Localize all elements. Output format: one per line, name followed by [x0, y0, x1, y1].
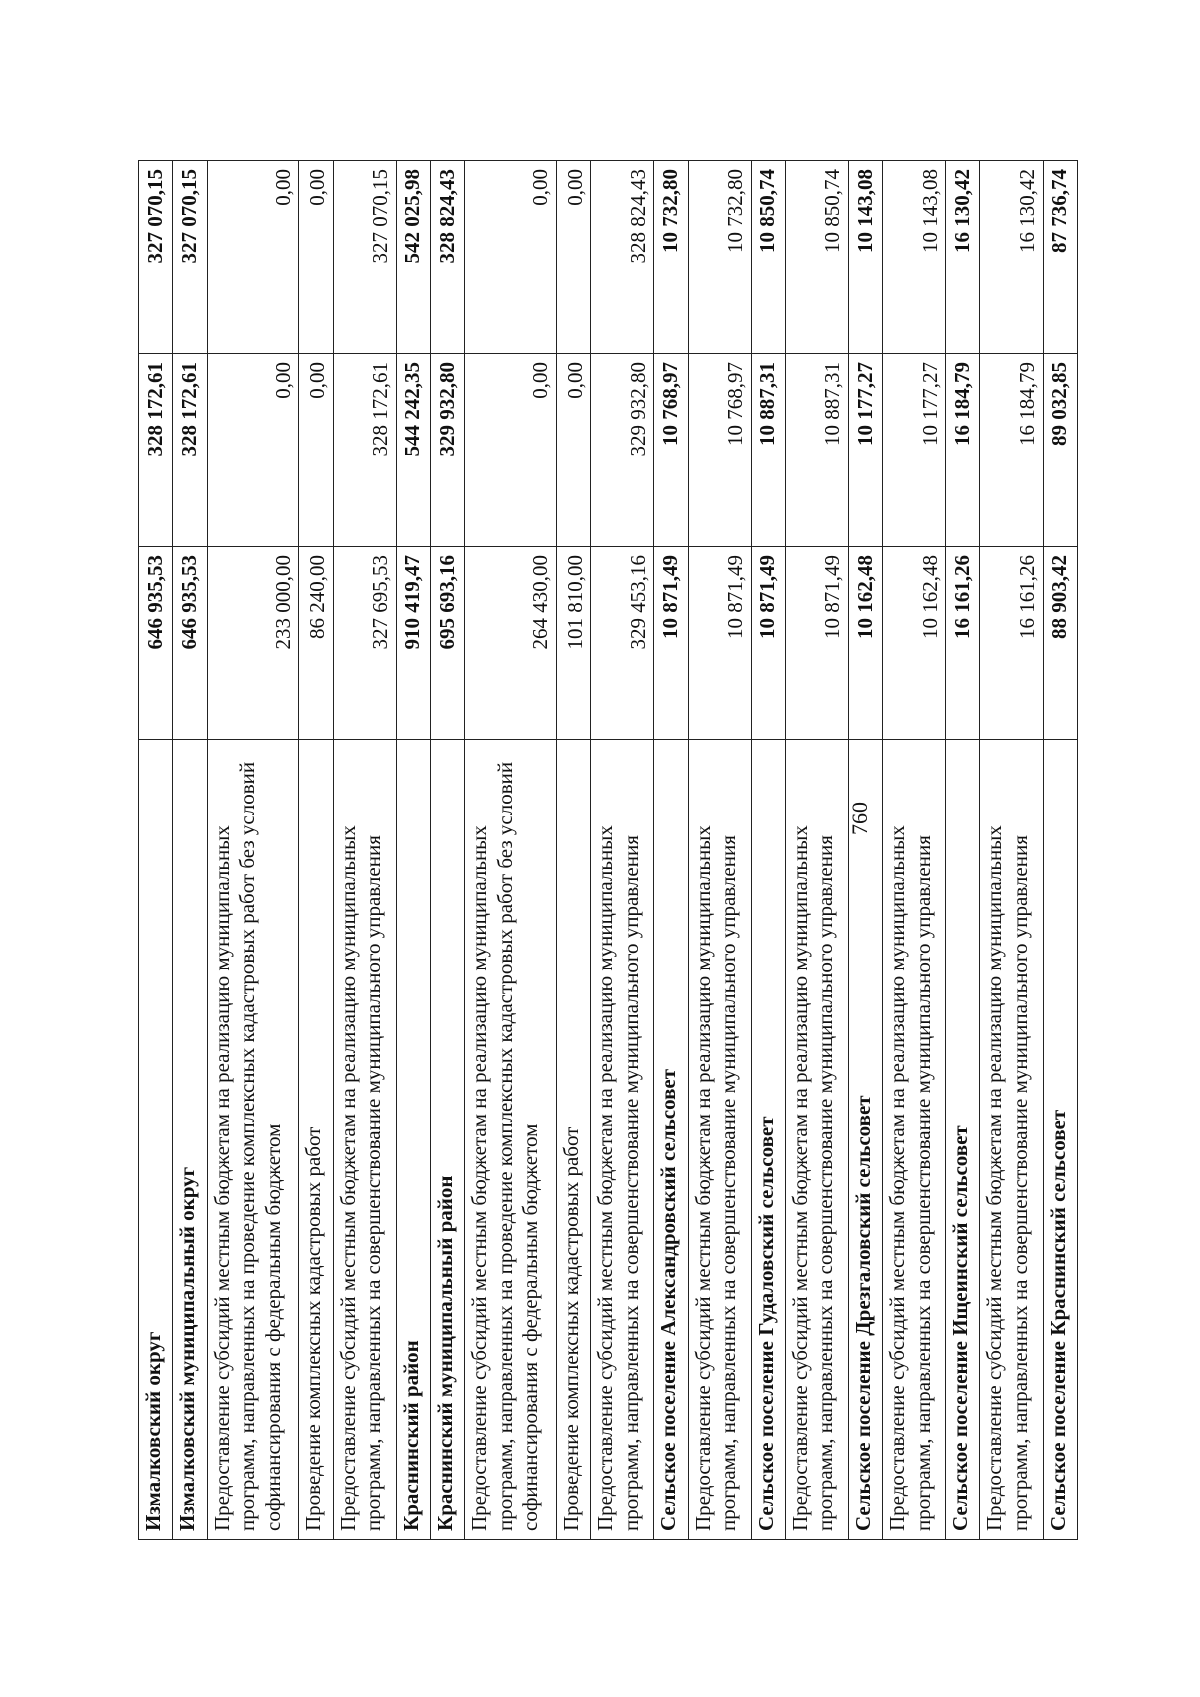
row-value-3-cell: 10 850,74 [751, 161, 785, 354]
row-value-2-cell: 10 887,31 [785, 354, 848, 547]
row-value-3-cell: 10 732,80 [688, 161, 751, 354]
row-value-2-cell: 329 932,80 [591, 354, 654, 547]
row-value-2-cell: 328 172,61 [173, 354, 207, 547]
table-row-total [430, 161, 464, 1540]
row-value-1-cell: 10 162,48 [883, 547, 946, 740]
row-value-3-cell: 327 070,15 [139, 161, 173, 354]
table-row [556, 161, 590, 1540]
row-value-2-cell: 10 177,27 [883, 354, 946, 547]
row-value-1-cell: 10 871,49 [688, 547, 751, 740]
table-row [333, 161, 396, 1540]
row-value-3-cell: 327 070,15 [333, 161, 396, 354]
row-name-cell: Предоставление субсидий местным бюджетам на реализацию муниципальных программ, направленных на совершенствование муниципального управления [883, 740, 946, 1540]
table-row [299, 161, 333, 1540]
row-value-1-cell: 16 161,26 [980, 547, 1043, 740]
row-name-cell: Предоставление субсидий местным бюджетам на реализацию муниципальных программ, направленных на проведение комплексных кадастровых работ без условий софинансирования с федеральным бюджетом [465, 740, 557, 1540]
row-value-2-cell: 10 887,31 [751, 354, 785, 547]
row-value-3-cell: 0,00 [465, 161, 557, 354]
row-value-1-cell: 329 453,16 [591, 547, 654, 740]
row-name-cell: Сельское поселение Дрезгаловский сельсовет [848, 740, 882, 1540]
row-value-3-cell: 0,00 [299, 161, 333, 354]
row-name-cell: Предоставление субсидий местным бюджетам на реализацию муниципальных программ, направленных на совершенствование муниципального управления [980, 740, 1043, 1540]
table-row [785, 161, 848, 1540]
table-row-total [139, 161, 173, 1540]
row-value-3-cell: 10 143,08 [848, 161, 882, 354]
row-value-2-cell: 0,00 [465, 354, 557, 547]
table-row-total [173, 161, 207, 1540]
row-value-2-cell: 0,00 [299, 354, 333, 547]
table-row [883, 161, 946, 1540]
row-value-2-cell: 0,00 [207, 354, 299, 547]
row-name-cell: Предоставление субсидий местным бюджетам на реализацию муниципальных программ, направленных на совершенствование муниципального управления [333, 740, 396, 1540]
row-value-3-cell: 16 130,42 [946, 161, 980, 354]
row-value-1-cell: 10 871,49 [654, 547, 688, 740]
row-value-1-cell: 264 430,00 [465, 547, 557, 740]
table-row [207, 161, 299, 1540]
row-value-3-cell: 328 824,43 [591, 161, 654, 354]
table-row-total [848, 161, 882, 1540]
row-value-1-cell: 10 162,48 [848, 547, 882, 740]
table-row-total [654, 161, 688, 1540]
row-value-1-cell: 16 161,26 [946, 547, 980, 740]
budget-table-body [139, 161, 1078, 1540]
row-value-1-cell: 646 935,53 [139, 547, 173, 740]
row-name-cell: Предоставление субсидий местным бюджетам на реализацию муниципальных программ, направленных на совершенствование муниципального управления [785, 740, 848, 1540]
row-name-cell: Предоставление субсидий местным бюджетам на реализацию муниципальных программ, направленных на проведение комплексных кадастровых работ без условий софинансирования с федеральным бюджетом [207, 740, 299, 1540]
row-value-1-cell: 910 419,47 [396, 547, 430, 740]
budget-table [138, 160, 1078, 1540]
row-value-2-cell: 328 172,61 [139, 354, 173, 547]
row-value-3-cell: 327 070,15 [173, 161, 207, 354]
row-name-cell: Сельское поселение Александровский сельсовет [654, 740, 688, 1540]
row-value-1-cell: 646 935,53 [173, 547, 207, 740]
row-value-2-cell: 10 177,27 [848, 354, 882, 547]
row-value-1-cell: 233 000,00 [207, 547, 299, 740]
row-value-2-cell: 0,00 [556, 354, 590, 547]
table-row-total [396, 161, 430, 1540]
table-row-total [946, 161, 980, 1540]
row-value-3-cell: 87 736,74 [1043, 161, 1078, 354]
table-row [688, 161, 751, 1540]
row-name-cell: Предоставление субсидий местным бюджетам на реализацию муниципальных программ, направленных на совершенствование муниципального управления [688, 740, 751, 1540]
row-value-1-cell: 327 695,53 [333, 547, 396, 740]
table-row [980, 161, 1043, 1540]
row-value-3-cell: 328 824,43 [430, 161, 464, 354]
table-row-total [751, 161, 785, 1540]
row-value-2-cell: 329 932,80 [430, 354, 464, 547]
row-value-3-cell: 16 130,42 [980, 161, 1043, 354]
row-value-2-cell: 89 032,85 [1043, 354, 1078, 547]
rotated-table-container [138, 160, 1078, 1540]
table-row [465, 161, 557, 1540]
row-value-1-cell: 86 240,00 [299, 547, 333, 740]
row-value-1-cell: 10 871,49 [785, 547, 848, 740]
row-value-3-cell: 10 732,80 [654, 161, 688, 354]
row-value-1-cell: 695 693,16 [430, 547, 464, 740]
row-value-1-cell: 88 903,42 [1043, 547, 1078, 740]
row-name-cell: Предоставление субсидий местным бюджетам на реализацию муниципальных программ, направленных на совершенствование муниципального управления [591, 740, 654, 1540]
table-row-total [1043, 161, 1078, 1540]
row-value-2-cell: 10 768,97 [654, 354, 688, 547]
row-value-2-cell: 10 768,97 [688, 354, 751, 547]
row-value-3-cell: 0,00 [556, 161, 590, 354]
row-value-3-cell: 0,00 [207, 161, 299, 354]
row-name-cell: Проведение комплексных кадастровых работ [556, 740, 590, 1540]
row-value-2-cell: 328 172,61 [333, 354, 396, 547]
row-value-3-cell: 10 143,08 [883, 161, 946, 354]
row-name-cell: Сельское поселение Краснинский сельсовет [1043, 740, 1078, 1540]
row-name-cell: Сельское поселение Ищеинский сельсовет [946, 740, 980, 1540]
row-value-3-cell: 10 850,74 [785, 161, 848, 354]
row-name-cell: Измалковский округ [139, 740, 173, 1540]
table-row [591, 161, 654, 1540]
page-number: 760 [847, 802, 872, 835]
row-name-cell: Проведение комплексных кадастровых работ [299, 740, 333, 1540]
row-value-2-cell: 16 184,79 [946, 354, 980, 547]
row-name-cell: Краснинский муниципальный район [430, 740, 464, 1540]
row-value-3-cell: 542 025,98 [396, 161, 430, 354]
row-name-cell: Измалковский муниципальный округ [173, 740, 207, 1540]
row-value-1-cell: 101 810,00 [556, 547, 590, 740]
row-value-2-cell: 544 242,35 [396, 354, 430, 547]
row-value-2-cell: 16 184,79 [980, 354, 1043, 547]
row-name-cell: Краснинский район [396, 740, 430, 1540]
row-value-1-cell: 10 871,49 [751, 547, 785, 740]
row-name-cell: Сельское поселение Гудаловский сельсовет [751, 740, 785, 1540]
